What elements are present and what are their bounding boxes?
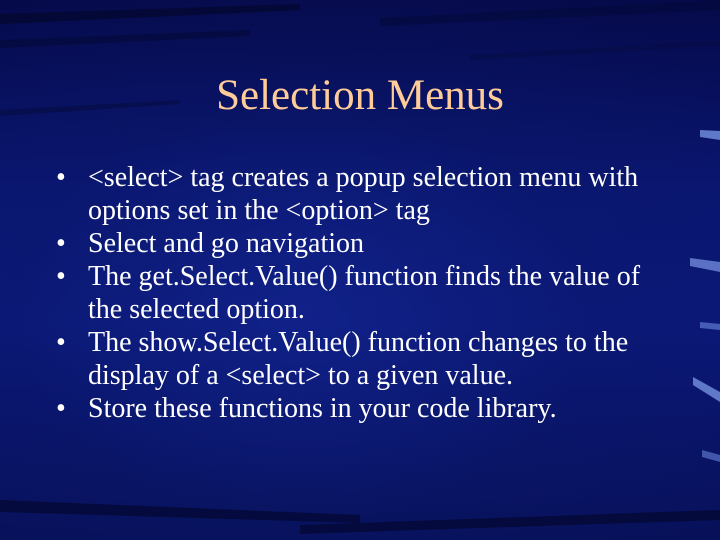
streak <box>700 130 720 140</box>
bullet-list <box>56 161 676 425</box>
bullet-text: Select and go navigation <box>88 228 365 259</box>
streak <box>693 377 720 402</box>
streak <box>0 30 250 48</box>
bullet-marker: • <box>56 228 66 259</box>
streak <box>0 500 360 523</box>
streak <box>700 322 720 330</box>
list-item <box>56 326 676 392</box>
bullet-marker: • <box>56 393 66 424</box>
bullet-text: The show.Select.Value() function changes to the display of a <select> to a given value. <box>88 327 629 391</box>
streak <box>470 40 720 60</box>
bullet-text: Store these functions in your code library. <box>88 393 557 424</box>
bullet-text: <select> tag creates a popup selection menu with options set in the <option> tag <box>88 162 639 226</box>
streak <box>300 510 720 534</box>
list-item <box>56 392 676 425</box>
bullet-text: The get.Select.Value() function finds the value of the selected option. <box>88 261 641 325</box>
list-item <box>56 227 676 260</box>
streak <box>380 0 720 26</box>
list-item <box>56 161 676 227</box>
streak <box>702 450 720 462</box>
streak <box>0 4 300 24</box>
bullet-marker: • <box>56 261 66 292</box>
bullet-marker: • <box>56 327 66 358</box>
slide-title: Selection Menus <box>216 72 504 119</box>
list-item <box>56 260 676 326</box>
streak <box>690 258 720 272</box>
bullet-marker: • <box>56 162 66 193</box>
